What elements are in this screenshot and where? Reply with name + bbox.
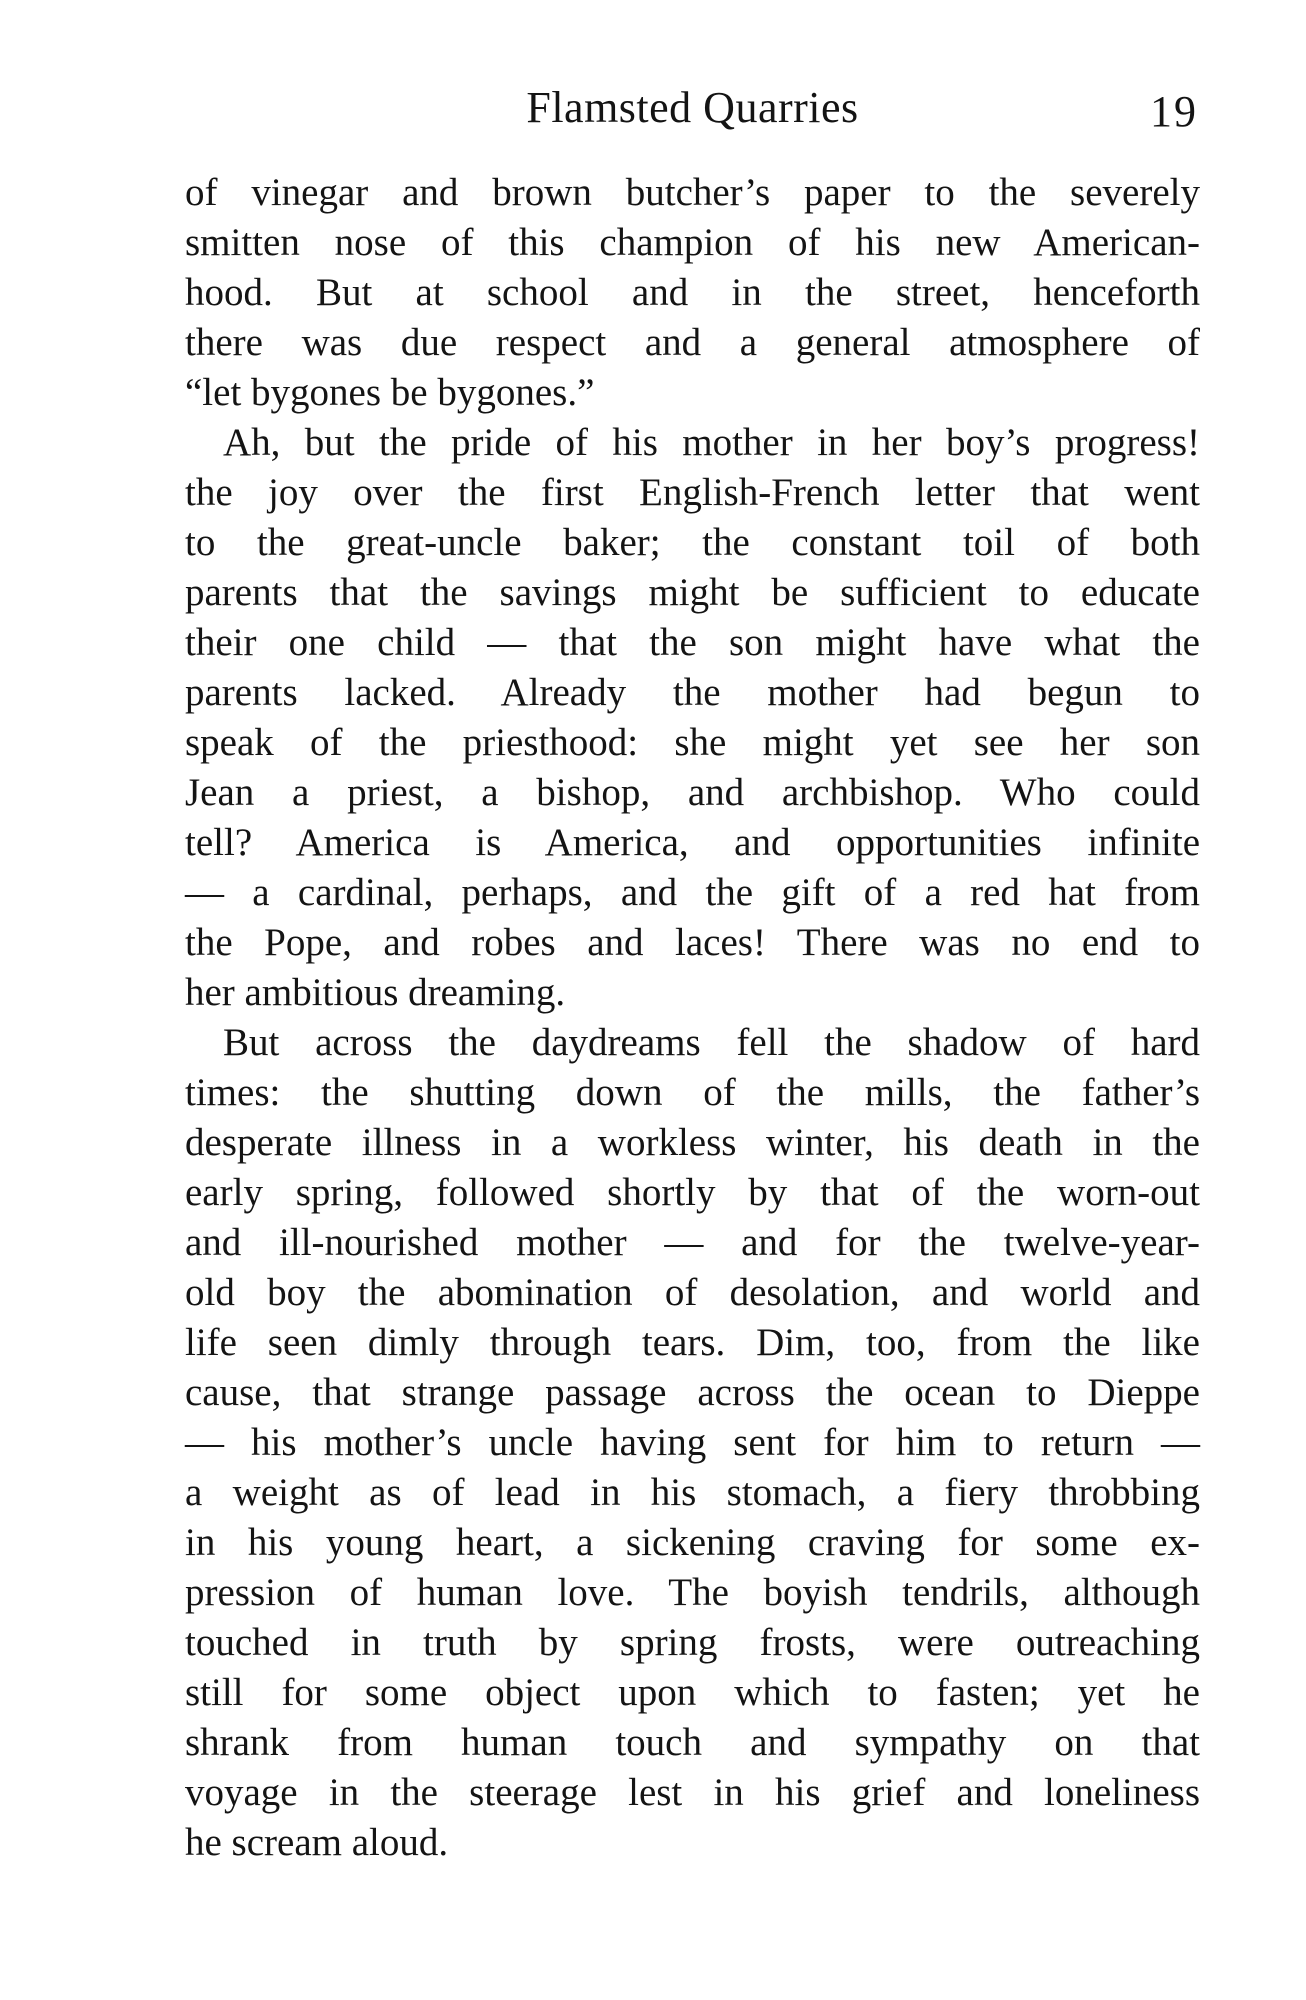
- text-line: in his young heart, a sickening craving for some ex-: [185, 1521, 1200, 1564]
- text-line: parents that the savings might be sufficient to educate: [185, 571, 1200, 614]
- text-line: “let bygones be bygones.”: [185, 371, 595, 414]
- text-line: to the great-uncle baker; the constant toil of both: [185, 521, 1200, 564]
- text-line: life seen dimly through tears. Dim, too, from the like: [185, 1321, 1200, 1364]
- text-line: But across the daydreams fell the shadow of hard: [223, 1021, 1200, 1064]
- text-line: the Pope, and robes and laces! There was no end to: [185, 921, 1200, 964]
- text-line: shrank from human touch and sympathy on that: [185, 1721, 1200, 1764]
- text-line: Jean a priest, a bishop, and archbishop. Who could: [185, 771, 1200, 814]
- text-line: Ah, but the pride of his mother in her boy’s progress!: [223, 421, 1200, 464]
- running-title: Flamsted Quarries: [526, 83, 859, 132]
- text-line: speak of the priesthood: she might yet see her son: [185, 721, 1200, 764]
- text-line: their one child — that the son might have what the: [185, 621, 1200, 664]
- text-line: parents lacked. Already the mother had begun to: [185, 671, 1200, 714]
- text-line: and ill-nourished mother — and for the twelve-year-: [185, 1221, 1200, 1264]
- text-line: old boy the abomination of desolation, and world and: [185, 1271, 1200, 1314]
- text-line: touched in truth by spring frosts, were outreaching: [185, 1621, 1200, 1664]
- text-line: desperate illness in a workless winter, his death in the: [185, 1121, 1200, 1164]
- text-line: smitten nose of this champion of his new American-: [185, 221, 1200, 264]
- text-line: — a cardinal, perhaps, and the gift of a red hat from: [185, 871, 1200, 914]
- text-line: still for some object upon which to fasten; yet he: [185, 1671, 1200, 1714]
- text-line: cause, that strange passage across the ocean to Dieppe: [185, 1371, 1200, 1414]
- text-line: — his mother’s uncle having sent for him to return —: [185, 1421, 1200, 1464]
- text-line: the joy over the first English-French letter that went: [185, 471, 1200, 514]
- page-number: 19: [1150, 87, 1198, 136]
- body-text: [185, 168, 1200, 1868]
- text-line: times: the shutting down of the mills, the father’s: [185, 1071, 1200, 1114]
- running-head: [185, 78, 1200, 138]
- text-line: he scream aloud.: [185, 1821, 449, 1864]
- text-line: there was due respect and a general atmosphere of: [185, 321, 1200, 364]
- text-line: tell? America is America, and opportunities infinite: [185, 821, 1200, 864]
- paragraph: [185, 418, 1200, 1018]
- text-line: early spring, followed shortly by that of the worn-out: [185, 1171, 1200, 1214]
- paragraph: [185, 168, 1200, 418]
- text-line: voyage in the steerage lest in his grief and loneliness: [185, 1771, 1200, 1814]
- text-line: a weight as of lead in his stomach, a fiery throbbing: [185, 1471, 1200, 1514]
- text-line: her ambitious dreaming.: [185, 971, 566, 1014]
- text-line: of vinegar and brown butcher’s paper to the severely: [185, 171, 1200, 214]
- paragraph: [185, 1018, 1200, 1868]
- text-line: hood. But at school and in the street, henceforth: [185, 271, 1200, 314]
- text-line: pression of human love. The boyish tendrils, although: [185, 1571, 1200, 1614]
